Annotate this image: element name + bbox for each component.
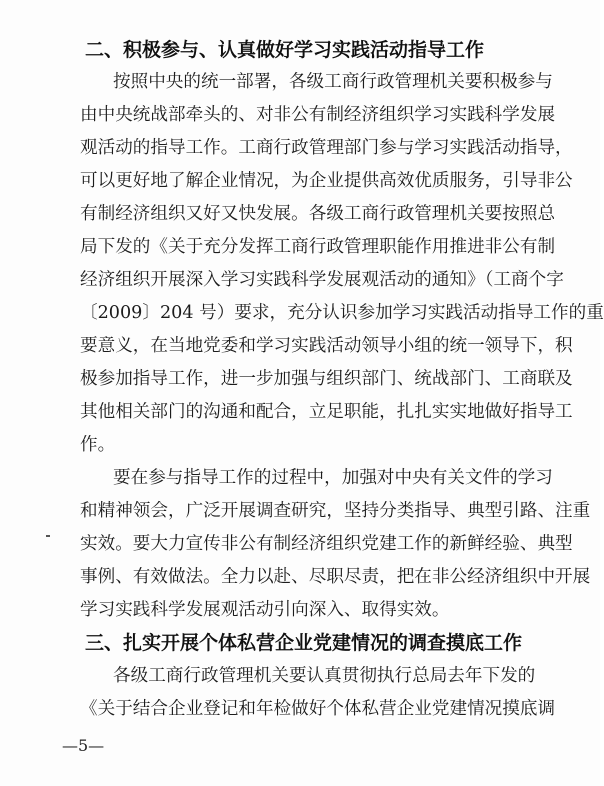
- paragraph-line: 实效。要大力宣传非公有制经济组织党建工作的新鲜经验、典型: [80, 534, 573, 554]
- paragraph-line: 作。: [80, 435, 116, 455]
- paragraph-line: 观活动的指导工作。工商行政管理部门参与学习实践活动指导，: [80, 138, 573, 158]
- paragraph-line: 局下发的《关于充分发挥工商行政管理职能作用推进非公有制: [80, 237, 556, 257]
- paragraph-line: 事例、有效做法。全力以赴、尽职尽责，把在非公经济组织中开展: [80, 567, 591, 587]
- paragraph-line: 要在参与指导工作的过程中，加强对中央有关文件的学习: [113, 468, 553, 488]
- section-2-heading: 二、积极参与、认真做好学习实践活动指导工作: [85, 39, 485, 61]
- page-number: —5—: [62, 736, 105, 755]
- paragraph-line: 要意义，在当地党委和学习实践活动领导小组的统一领导下，积: [80, 336, 573, 356]
- section-3-heading: 三、扎实开展个体私营企业党建情况的调查摸底工作: [85, 632, 523, 654]
- stray-mark: [46, 535, 50, 537]
- paragraph-line: 经济组织开展深入学习实践科学发展观活动的通知》（工商个字: [80, 270, 564, 290]
- paragraph-line: 〔2009〕204 号）要求，充分认识参加学习实践活动指导工作的重: [80, 303, 604, 323]
- paragraph-line: 极参加指导工作，进一步加强与组织部门、统战部门、工商联及: [80, 369, 573, 389]
- paragraph-line: 学习实践科学发展观活动引向深入、取得实效。: [80, 600, 450, 620]
- paragraph-line: 由中央统战部牵头的、对非公有制经济组织学习实践科学发展: [80, 105, 556, 125]
- paragraph-line: 《关于结合企业登记和年检做好个体私营企业党建情况摸底调: [80, 699, 556, 719]
- paragraph-line: 有制经济组织又好又快发展。各级工商行政管理机关要按照总: [80, 204, 556, 224]
- paragraph-line: 可以更好地了解企业情况，为企业提供高效优质服务，引导非公: [80, 171, 573, 191]
- paragraph-line: 和精神领会，广泛开展调查研究，坚持分类指导、典型引路、注重: [80, 501, 591, 521]
- paragraph-line: 其他相关部门的沟通和配合，立足职能，扎扎实实地做好指导工: [80, 402, 573, 422]
- paragraph-line: 按照中央的统一部署，各级工商行政管理机关要积极参与: [113, 72, 553, 92]
- paragraph-line: 各级工商行政管理机关要认真贯彻执行总局去年下发的: [113, 666, 536, 686]
